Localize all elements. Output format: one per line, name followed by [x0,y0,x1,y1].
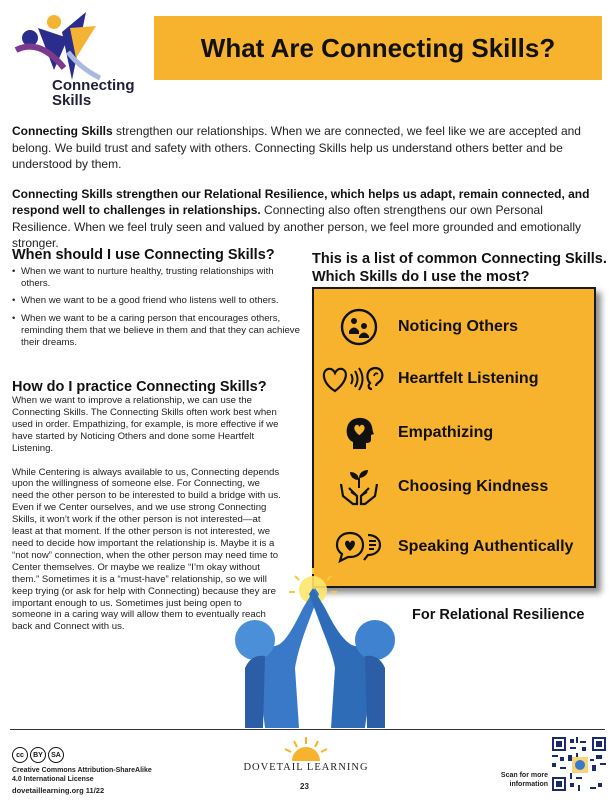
heartfelt-listening-icon [318,359,390,399]
footer-divider [10,729,605,730]
skills-list-heading-line1: This is a list of common Connecting Skills. [312,251,607,267]
intro-section [12,123,604,265]
empathizing-icon [328,413,390,453]
cc-icon: cc [12,747,28,763]
skill-label: Speaking Authentically [398,538,574,555]
scan-line-1: Scan for more [500,772,548,779]
skill-label: Empathizing [398,424,494,441]
skill-label: Noticing Others [398,318,519,335]
scan-line-2: information [509,780,548,788]
page-title: What Are Connecting Skills? [200,32,556,63]
skill-speaking-authentically [314,527,598,567]
title-banner [154,16,602,80]
site-and-date[interactable]: dovetaillearning.org 11/22 [12,786,105,795]
when-item-3: • When we want to be a caring person that encourages others, reminding them that we believe in them and that they can achieve their dreams. [12,313,302,350]
skills-list-heading [312,250,612,286]
skill-label: Heartfelt Listening [398,370,539,387]
noticing-others-icon [328,307,390,347]
logo-text-line2: Skills [52,92,92,109]
page-number: 23 [300,782,309,791]
skill-label: Choosing Kindness [398,478,549,495]
intro-p1-bold: Connecting Skills [12,124,113,138]
logo-text [52,78,135,108]
scan-caption [488,772,548,789]
skills-box [312,287,596,588]
cc-license-icons [12,747,64,763]
sa-icon: SA [48,747,64,763]
choosing-kindness-icon [328,467,390,507]
license-line-2: 4.0 International License [12,775,94,783]
intro-p2-bold: Connecting Skills strengthen our Relational Resilience, which helps us adapt, remain connected, and respond well to challenges in relationships. [12,186,590,217]
logo-text-line1: Connecting [52,77,135,94]
practice-paragraph-2: While Centering is always available to us, Connecting depends upon the willingness of someone else. For Connecting, we need the other person to be interested to build a bridge with us. Even if we Center ourselves, and we use strong Connecting Skills, it won’t work if the other person is not interested—at least at that moment. If the other person is not interested, we need to decide how important the relationship is. Maybe it is a “not now” connection, when the other person may need time to Center themselves. Or maybe we realize “I’m okay without them.” Sometimes it is a “must-have” relationship, so we will keep trying (or ask for help with Connecting) because they are important enough to us. Sometimes just being open to someone in a caring way will allow them to eventually reach back and Connect with us. [12,466,281,633]
speaking-authentically-icon [328,527,390,567]
dovetail-learning-brand: DOVETAIL LEARNING [243,762,369,773]
intro-paragraph-1 [12,123,604,173]
practice-paragraph-1: When we want to improve a relationship, we can use the Connecting Skills. The Connecting Skills often work best when used in order. Empathizing, for example, is more effective if we have started by Noticing Others and done some Heartfelt Listening. [12,395,279,454]
intro-paragraph-2 [12,186,604,252]
skills-list-heading-line2: Which Skills do I use the most? [312,269,530,285]
license-line-1: Creative Commons Attribution-ShareAlike [12,767,152,774]
skill-choosing-kindness [314,467,598,507]
skill-noticing-others [314,307,598,347]
hands-reaching-illustration [215,568,415,728]
when-section [12,246,302,354]
when-heading: When should I use Connecting Skills? [12,247,275,263]
when-item-1: • When we want to nurture healthy, trusting relationships with others. [12,266,302,290]
intro-p1-rest: strengthen our relationships. When we are connected, we feel like we are accepted and belong. We build trust and safety with others. Connecting Skills help us understand others better and be understood by them. [12,124,581,171]
practice-heading: How do I practice Connecting Skills? [12,379,267,395]
license-text [12,767,152,784]
when-list [12,266,302,349]
relational-resilience-caption: For Relational Resilience [412,607,585,623]
intro-p2-rest: Connecting also often strengthens our own Personal Resilience. When we feel truly seen and valued by another person, we feel more grounded and emotionally stronger. [12,203,582,250]
logo-head-gold [47,15,61,29]
skill-heartfelt-listening [314,359,598,399]
skill-empathizing [314,413,598,453]
when-item-2: • When we want to be a good friend who listens well to others. [12,295,302,307]
qr-code[interactable] [552,737,606,791]
by-icon: BY [30,747,46,763]
